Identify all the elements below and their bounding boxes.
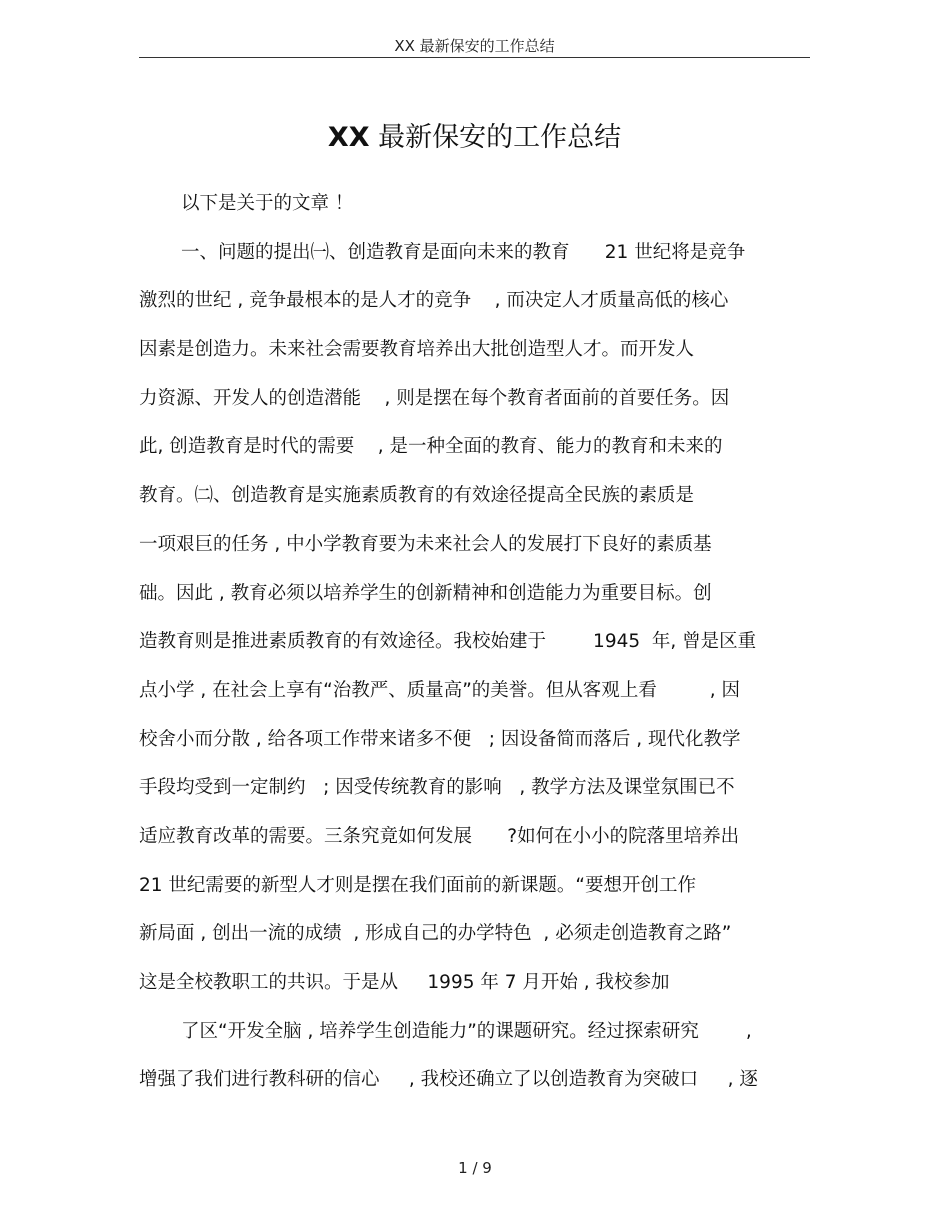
paragraph-line: 造教育则是推进素质教育的有效途径。我校始建于 1945 年, 曾是区重 <box>139 631 757 653</box>
paragraph-line: 一项艰巨的任务 , 中小学教育要为未来社会人的发展打下良好的素质基 <box>139 533 712 555</box>
document-title-prefix: XX <box>327 122 370 153</box>
paragraph-line: 激烈的世纪 , 竞争最根本的是人才的竞争 , 而决定人才质量高低的核心 <box>139 290 729 312</box>
header-rule <box>139 57 810 58</box>
document-title-text: 最新保安的工作总结 <box>369 122 622 153</box>
paragraph-line: 新局面 , 创出一流的成绩 , 形成自己的办学特色 , 必须走创造教育之路” <box>139 923 732 945</box>
paragraph-line: 以下是关于的文章 ！ <box>181 193 354 214</box>
paragraph-line: 础。因此 , 教育必须以培养学生的创新精神和创造能力为重要目标。创 <box>139 582 712 604</box>
paragraph-line: 增强了我们进行教科研的信心 , 我校还确立了以创造教育为突破口 , 逐 <box>139 1069 758 1091</box>
paragraph-line: 教育。㈡、创造教育是实施素质教育的有效途径提高全民族的素质是 <box>139 485 695 507</box>
paragraph-line: 21 世纪需要的新型人才则是摆在我们面前的新课题。“要想开创工作 <box>139 874 697 896</box>
paragraph-line: 点小学 , 在社会上享有“治教严、质量高”的美誉。但从客观上看 , 因 <box>139 679 740 701</box>
document-title <box>139 118 810 158</box>
paragraph-line: 适应教育改革的需要。三条究竟如何发展 ?如何在小小的院落里培养出 <box>139 825 740 847</box>
document-body <box>139 180 819 1105</box>
paragraph-line: 因素是创造力。未来社会需要教育培养出大批创造型人才。而开发人 <box>139 339 695 361</box>
running-header: XX 最新保安的工作总结 <box>394 37 555 55</box>
paragraph-line: 一、问题的提出㈠、创造教育是面向未来的教育 21 世纪将是竞争 <box>181 241 746 263</box>
page-number: 1 / 9 <box>458 1159 492 1177</box>
paragraph-line: 手段均受到一定制约 ; 因受传统教育的影响 , 教学方法及课堂氛围已不 <box>139 777 735 799</box>
paragraph-line: 校舍小而分散 , 给各项工作带来诸多不便 ; 因设备简而落后 , 现代化教学 <box>139 728 741 750</box>
paragraph-line: 这是全校教职工的共识。于是从 1995 年 7 月开始 , 我校参加 <box>139 972 670 993</box>
paragraph-line: 了区“开发全脑 , 培养学生创造能力”的课题研究。经过探索研究 , <box>181 1020 752 1042</box>
paragraph-line: 力资源、开发人的创造潜能 , 则是摆在每个教育者面前的首要任务。因 <box>139 387 730 409</box>
paragraph-line: 此, 创造教育是时代的需要 , 是一种全面的教育、能力的教育和未来的 <box>139 436 723 458</box>
